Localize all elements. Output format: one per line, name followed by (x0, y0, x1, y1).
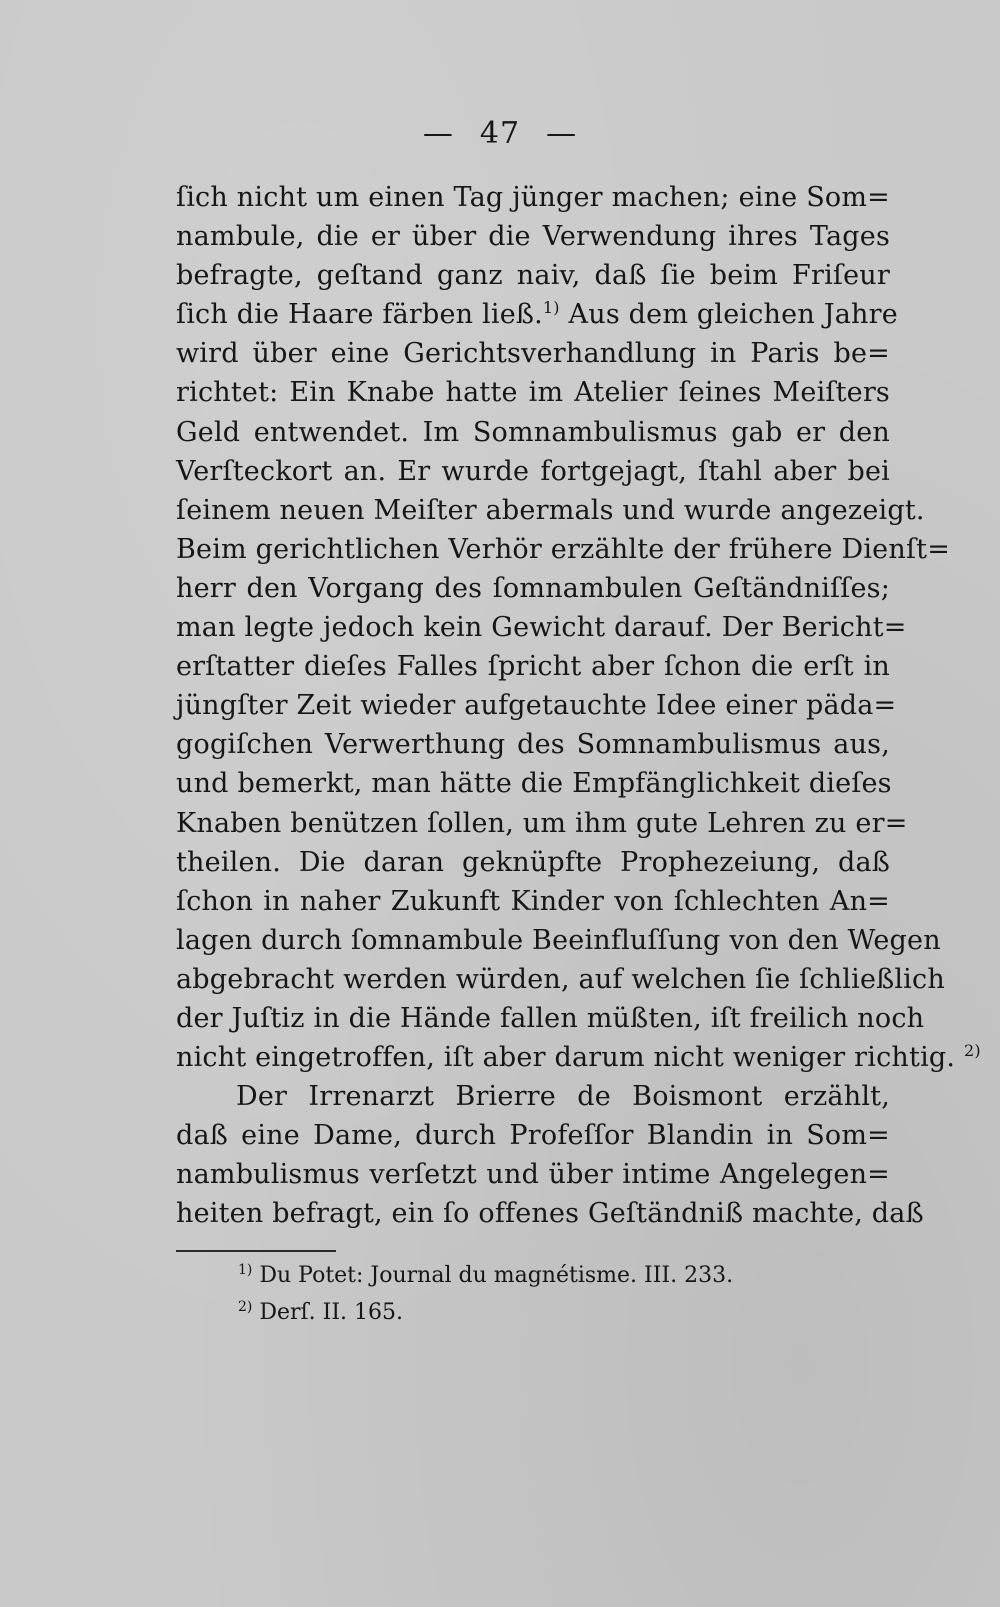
text-segment: Aus dem gleichen Jahre (559, 299, 898, 331)
text-line: wird über eine Gerichtsverhandlung in Paris be= (176, 338, 890, 370)
text-line: lagen durch ſomnambule Beeinfluſſung von den Wegen (176, 924, 941, 956)
text-line: daß eine Dame, durch Profeſſor Blandin in Som= (176, 1120, 890, 1152)
text-line: jüngſter Zeit wieder aufgetauchte Idee einer päda= (176, 690, 897, 722)
footnote-mark: 1) (238, 1262, 253, 1278)
footnote-ref: 2) (963, 1041, 981, 1061)
text-line: ſich nicht um einen Tag jünger machen; eine Som= (176, 182, 890, 213)
text-line: man legte jedoch kein Gewicht darauf. Der Bericht= (176, 612, 907, 644)
text-line: gogiſchen Verwerthung des Somnambulismus aus, (176, 729, 890, 761)
text-line: befragte, geſtand ganz naiv, daß ſie beim Friſeur (176, 260, 890, 292)
text-line: nambulismus verſetzt und über intime Angelegen= (176, 1159, 890, 1191)
footnote-ref: 1) (542, 298, 560, 318)
footnote-separator (176, 1250, 336, 1252)
page-number: 47 (479, 116, 521, 151)
text-line: theilen. Die daran geknüpfte Prophezeiung, daß (176, 846, 890, 878)
text-line: abgebracht werden würden, auf welchen ſie ſchließlich (176, 963, 945, 995)
text-line: ſchon in naher Zukunft Kinder von ſchlechten An= (176, 885, 890, 917)
text-line: Beim gerichtlichen Verhör erzählte der frühere Dienſt= (176, 533, 951, 565)
footnote-text: Derſ. II. 165. (252, 1300, 404, 1325)
text-line: heiten befragt, ein ſo offenes Geſtändniß machte, daß (176, 1198, 924, 1230)
footnote (238, 1294, 878, 1331)
text-line: nambule, die er über die Verwendung ihres Tages (176, 221, 890, 253)
footnote-text: Du Potet: Journal du magnétisme. III. 233. (252, 1263, 734, 1288)
footnote (238, 1257, 878, 1294)
text-line (176, 295, 898, 334)
footnote-mark: 2) (238, 1299, 253, 1315)
text-line: Verſteckort an. Er wurde fortgejagt, ſtahl aber bei (176, 455, 890, 487)
body-text (176, 178, 981, 1234)
text-line: der Juſtiz in die Hände fallen müßten, iſt freilich noch (176, 1002, 925, 1034)
right-dash: — (546, 116, 578, 151)
text-line: Geld entwendet. Im Somnambulismus gab er den (176, 416, 890, 448)
text-line: ſeinem neuen Meiſter abermals und wurde angezeigt. (176, 494, 925, 526)
left-dash: — (422, 116, 454, 151)
text-segment: nicht eingetroffen, iſt aber darum nicht weniger richtig. (176, 1042, 956, 1074)
text-line: richtet: Ein Knabe hatte im Atelier ſeines Meiſters (176, 377, 890, 409)
text-line: Knaben benützen ſollen, um ihm gute Lehren zu er= (176, 807, 908, 839)
text-line: herr den Vorgang des ſomnambulen Geſtändniſſes; (176, 572, 890, 604)
text-line: Der Irrenarzt Brierre de Boismont erzählt, (236, 1081, 890, 1113)
text-line: erſtatter dieſes Falles ſpricht aber ſchon die erſt in (176, 651, 890, 683)
page-number-header (0, 116, 1000, 151)
footnotes (238, 1257, 878, 1331)
text-line (176, 1038, 981, 1077)
text-segment: ſich die Haare färben ließ. (176, 299, 543, 331)
text-line: und bemerkt, man hätte die Empfänglichkeit dieſes (176, 768, 892, 800)
